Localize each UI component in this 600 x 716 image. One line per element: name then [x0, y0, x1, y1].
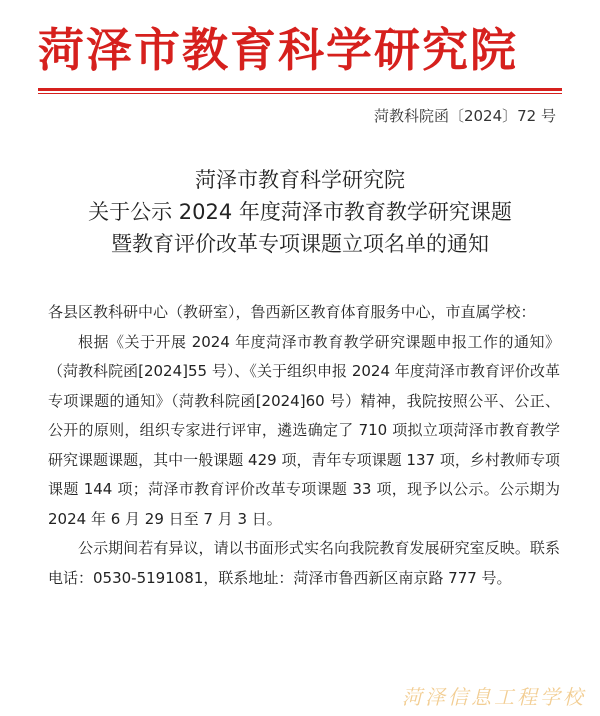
masthead-rule-thick [38, 88, 562, 91]
watermark: 菏泽信息工程学校 [402, 685, 586, 709]
masthead-rule-thin [38, 93, 562, 94]
addressee: 各县区教科研中心（教研室），鲁西新区教育体育服务中心，市直属学校： [48, 303, 536, 321]
title-line-1: 菏泽市教育科学研究院 [195, 168, 405, 192]
title-line-2: 关于公示 2024 年度菏泽市教育教学研究课题 [88, 200, 512, 224]
document-number: 菏教科院函〔2024〕72 号 [373, 107, 556, 125]
title-line-3: 暨教育评价改革专项课题立项名单的通知 [111, 232, 489, 256]
body-paragraph-2: 公示期间若有异议，请以书面形式实名向我院教育发展研究室反映。联系电话：0530-5191081，联系地址：菏泽市鲁西新区南京路 777 号。 [48, 539, 560, 587]
notice-body [48, 298, 560, 593]
notice-title [0, 164, 600, 260]
body-paragraph-1: 根据《关于开展 2024 年度菏泽市教育教学研究课题申报工作的通知》（菏教科院函[2024]55 号）、《关于组织申报 2024 年度菏泽市教育评价改革专项课题的通知》（菏教科院函[2024]60 号）精神，我院按照公平、公正、公开的原则，组织专家进行评审，遴选确定了 710 项拟立项菏泽市教育教学研究课题课题，其中一般课题 429 项，青年专项课题 137 项，乡村教师专项课题 144 项；菏泽市教育评价改革专项课题 33 项，现予以公示。公示期为 2024 年 6 月 29 日至 7 月 3 日。 [48, 332, 560, 528]
masthead-title: 菏泽市教育科学研究院 [38, 23, 518, 77]
